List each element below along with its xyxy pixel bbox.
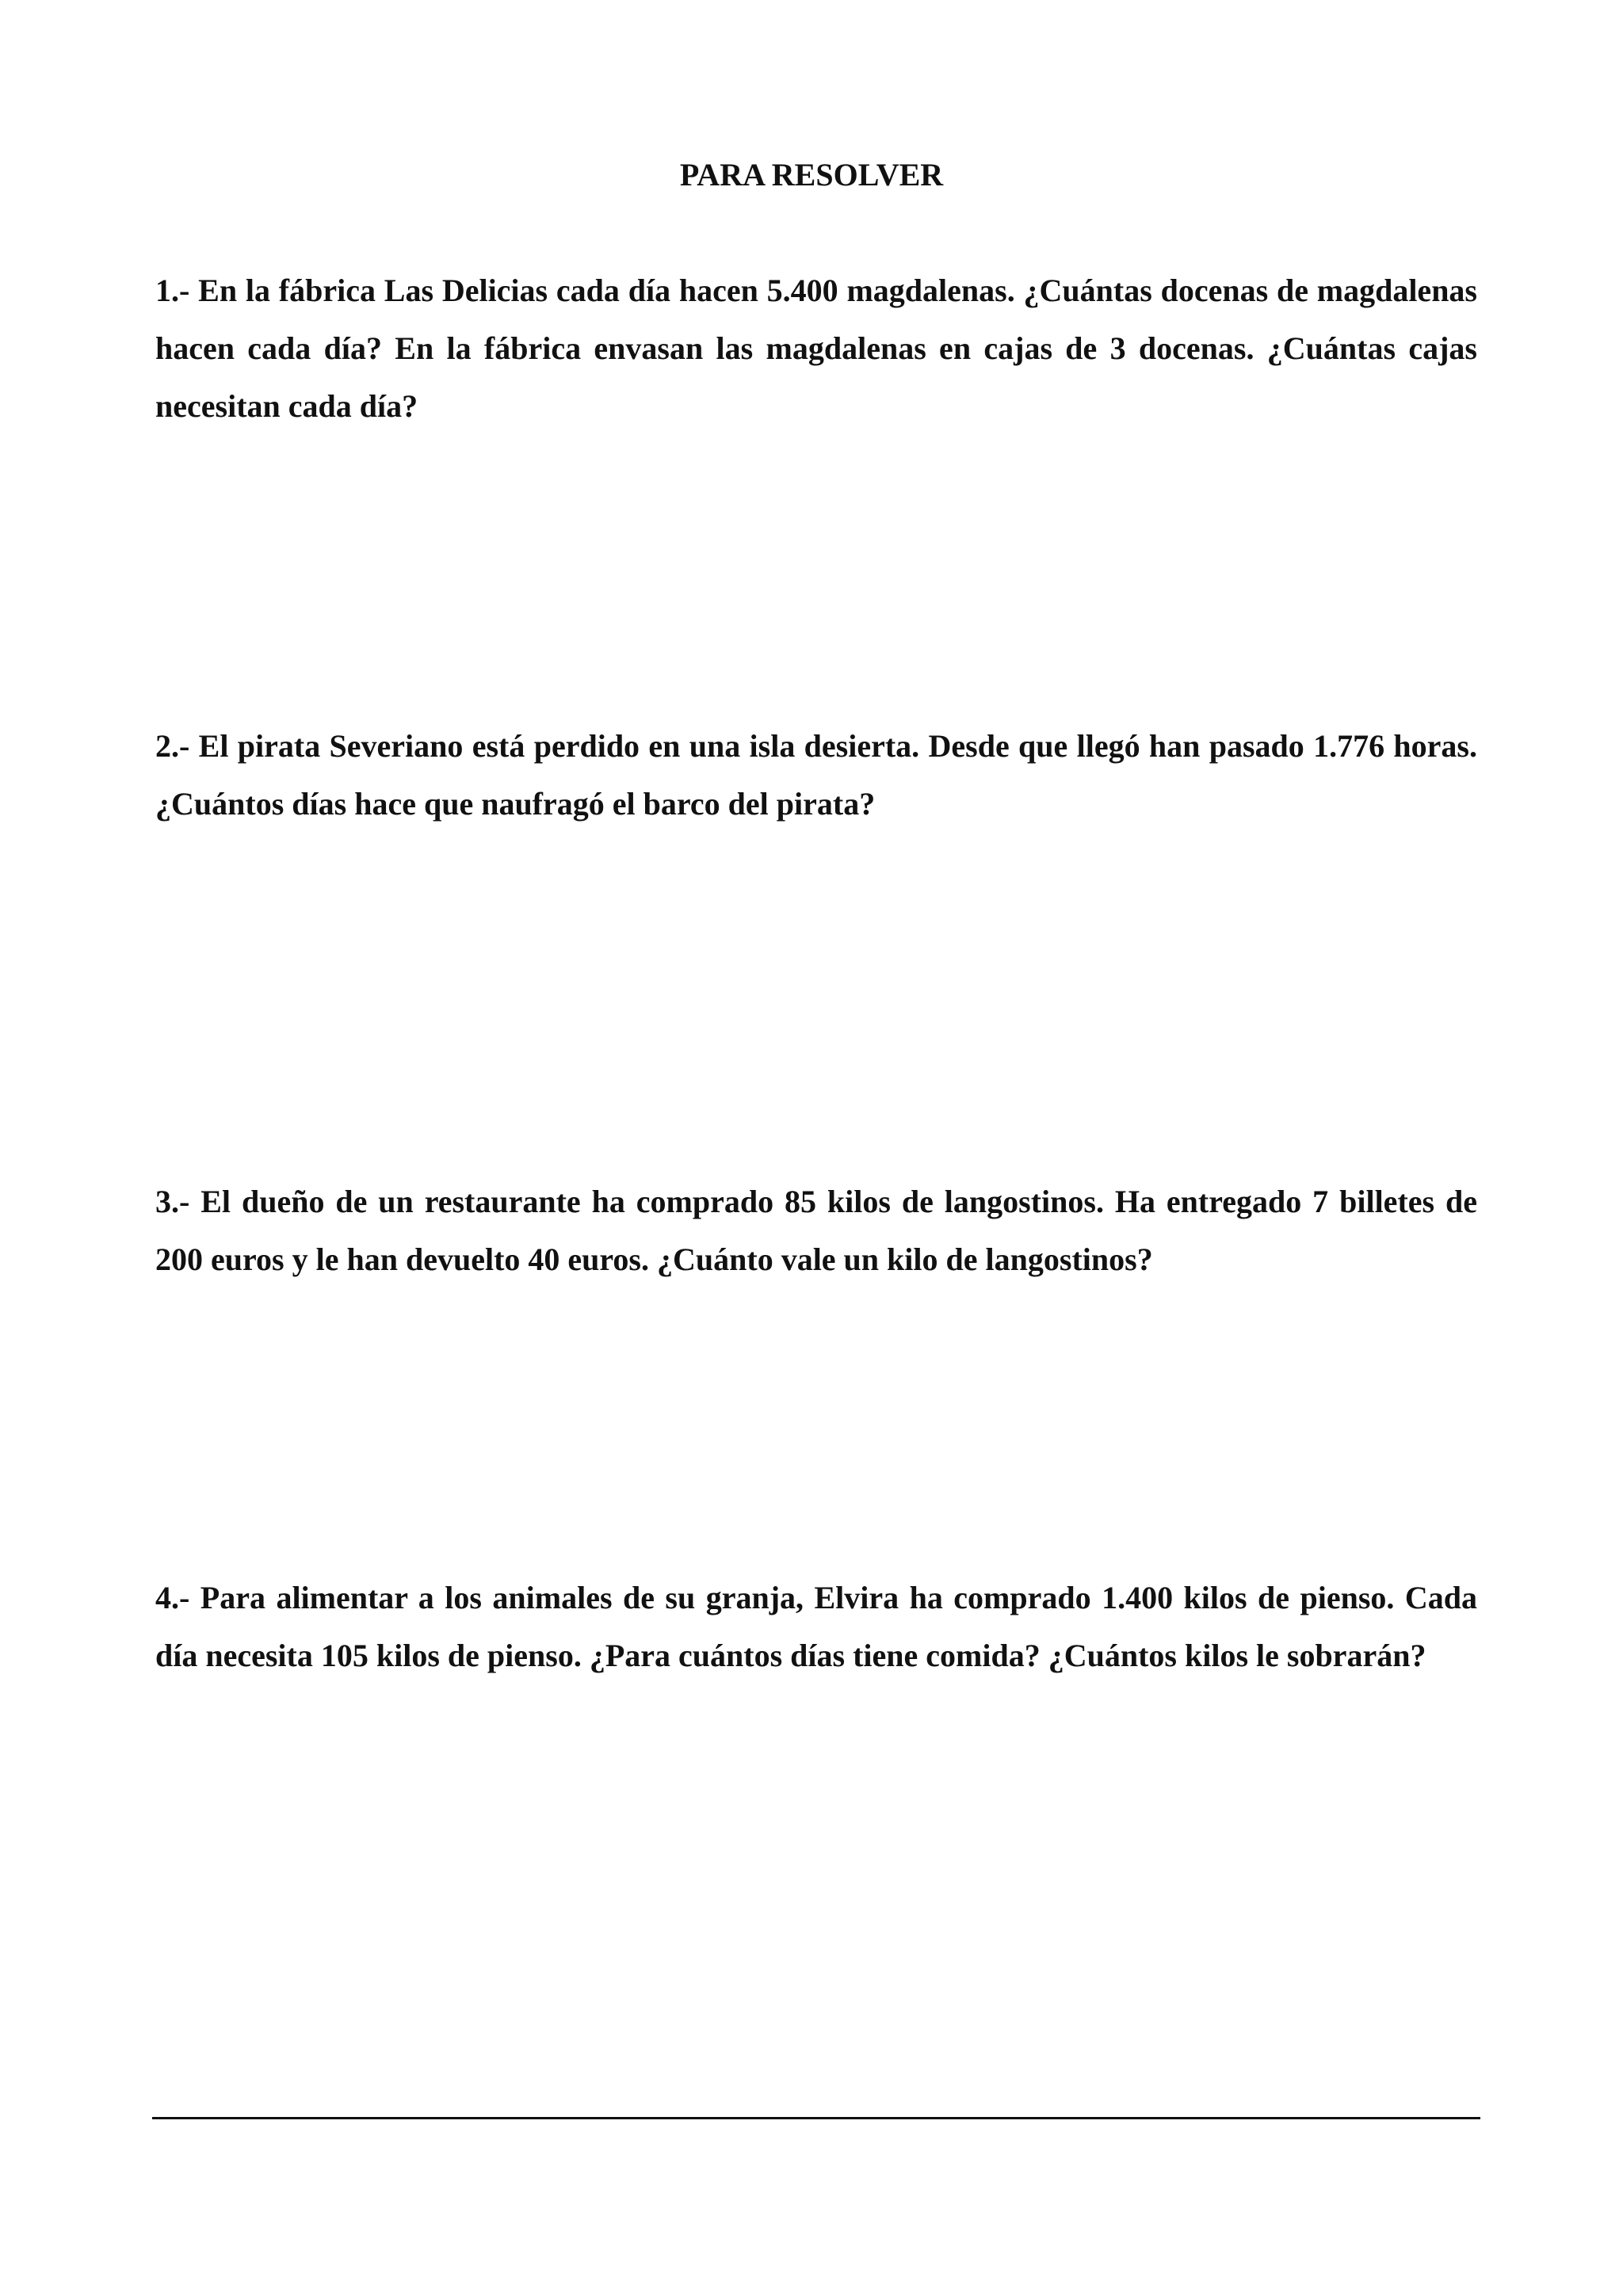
problem-number: 3.- bbox=[155, 1184, 190, 1219]
footer-divider bbox=[152, 2117, 1480, 2119]
problem-text: En la fábrica Las Delicias cada día hacen 5.400 magdalenas. ¿Cuántas docenas de magdalenas hacen cada día? En la fábrica envasan las magdalenas en cajas de 3 docenas. ¿Cuántas cajas necesitan cada día? bbox=[155, 273, 1478, 424]
page-title: PARA RESOLVER bbox=[679, 157, 944, 193]
problem-1 bbox=[155, 261, 1477, 435]
problem-number: 4.- bbox=[155, 1580, 190, 1615]
problem-4 bbox=[155, 1569, 1477, 1684]
problem-number: 1.- bbox=[155, 273, 190, 308]
problem-text: El dueño de un restaurante ha comprado 85 kilos de langostinos. Ha entregado 7 billetes de 200 euros y le han devuelto 40 euros. ¿Cuánto vale un kilo de langostinos? bbox=[155, 1184, 1477, 1277]
problem-3 bbox=[155, 1173, 1477, 1288]
problem-2 bbox=[155, 717, 1477, 833]
problem-number: 2.- bbox=[155, 728, 190, 764]
problem-text: El pirata Severiano está perdido en una isla desierta. Desde que llegó han pasado 1.776 horas. ¿Cuántos días hace que naufragó el barco del pirata? bbox=[155, 728, 1478, 822]
problem-text: Para alimentar a los animales de su granja, Elvira ha comprado 1.400 kilos de pienso. Cada día necesita 105 kilos de pienso. ¿Para cuántos días tiene comida? ¿Cuántos kilos le sobrarán? bbox=[155, 1580, 1478, 1673]
